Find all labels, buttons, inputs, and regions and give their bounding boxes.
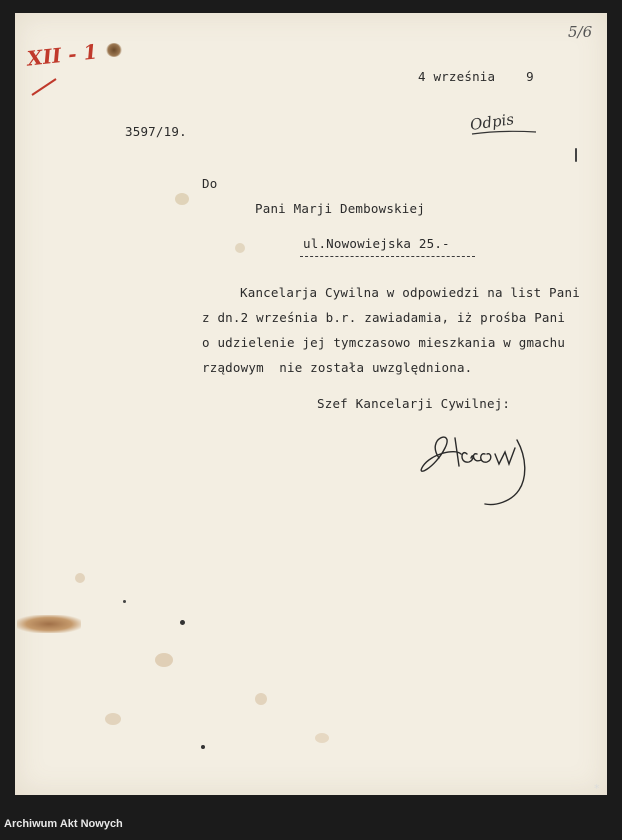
margin-tick xyxy=(575,148,577,162)
foxing-spot xyxy=(155,653,173,667)
ink-dot xyxy=(123,600,126,603)
ink-dot xyxy=(180,620,185,625)
corner-mark: * xyxy=(594,782,600,795)
foxing-spot xyxy=(175,193,189,205)
archive-signature-mark: XII - 1 xyxy=(25,39,99,71)
reference-number: 3597/19. xyxy=(125,124,187,139)
letter-date: 4 września 9 xyxy=(418,69,534,84)
closing-line: Szef Kancelarji Cywilnej: xyxy=(317,396,511,411)
salutation: Do xyxy=(202,176,218,191)
handwritten-signature xyxy=(415,418,545,513)
address-underline xyxy=(300,256,475,257)
foxing-spot xyxy=(315,733,329,743)
addressee: Pani Marji Dembowskiej xyxy=(255,201,425,216)
foxing-spot xyxy=(75,573,85,583)
foxing-spot xyxy=(105,713,121,725)
page-number-mark: 5/6 xyxy=(568,23,593,41)
body-line: z dn.2 września b.r. zawiadamia, iż prośba Pani xyxy=(202,310,566,325)
footer-bar xyxy=(0,814,622,840)
address: ul.Nowowiejska 25.- xyxy=(303,236,450,251)
document-page xyxy=(15,13,607,795)
copy-mark: Odpis xyxy=(468,110,516,134)
copy-mark-underline xyxy=(470,128,540,138)
foxing-spot xyxy=(255,693,267,705)
ink-dot xyxy=(201,745,205,749)
foxing-spot xyxy=(235,243,245,253)
rust-stain xyxy=(17,615,81,633)
red-underline-stroke xyxy=(30,75,60,97)
body-line: rządowym nie została uwzględniona. xyxy=(202,360,473,375)
ink-stain xyxy=(106,43,122,57)
body-line: o udzielenie jej tymczasowo mieszkania w gmachu xyxy=(202,335,566,350)
body-line: Kancelarja Cywilna w odpowiedzi na list Pani xyxy=(240,285,580,300)
archive-name: Archiwum Akt Nowych xyxy=(4,818,123,830)
